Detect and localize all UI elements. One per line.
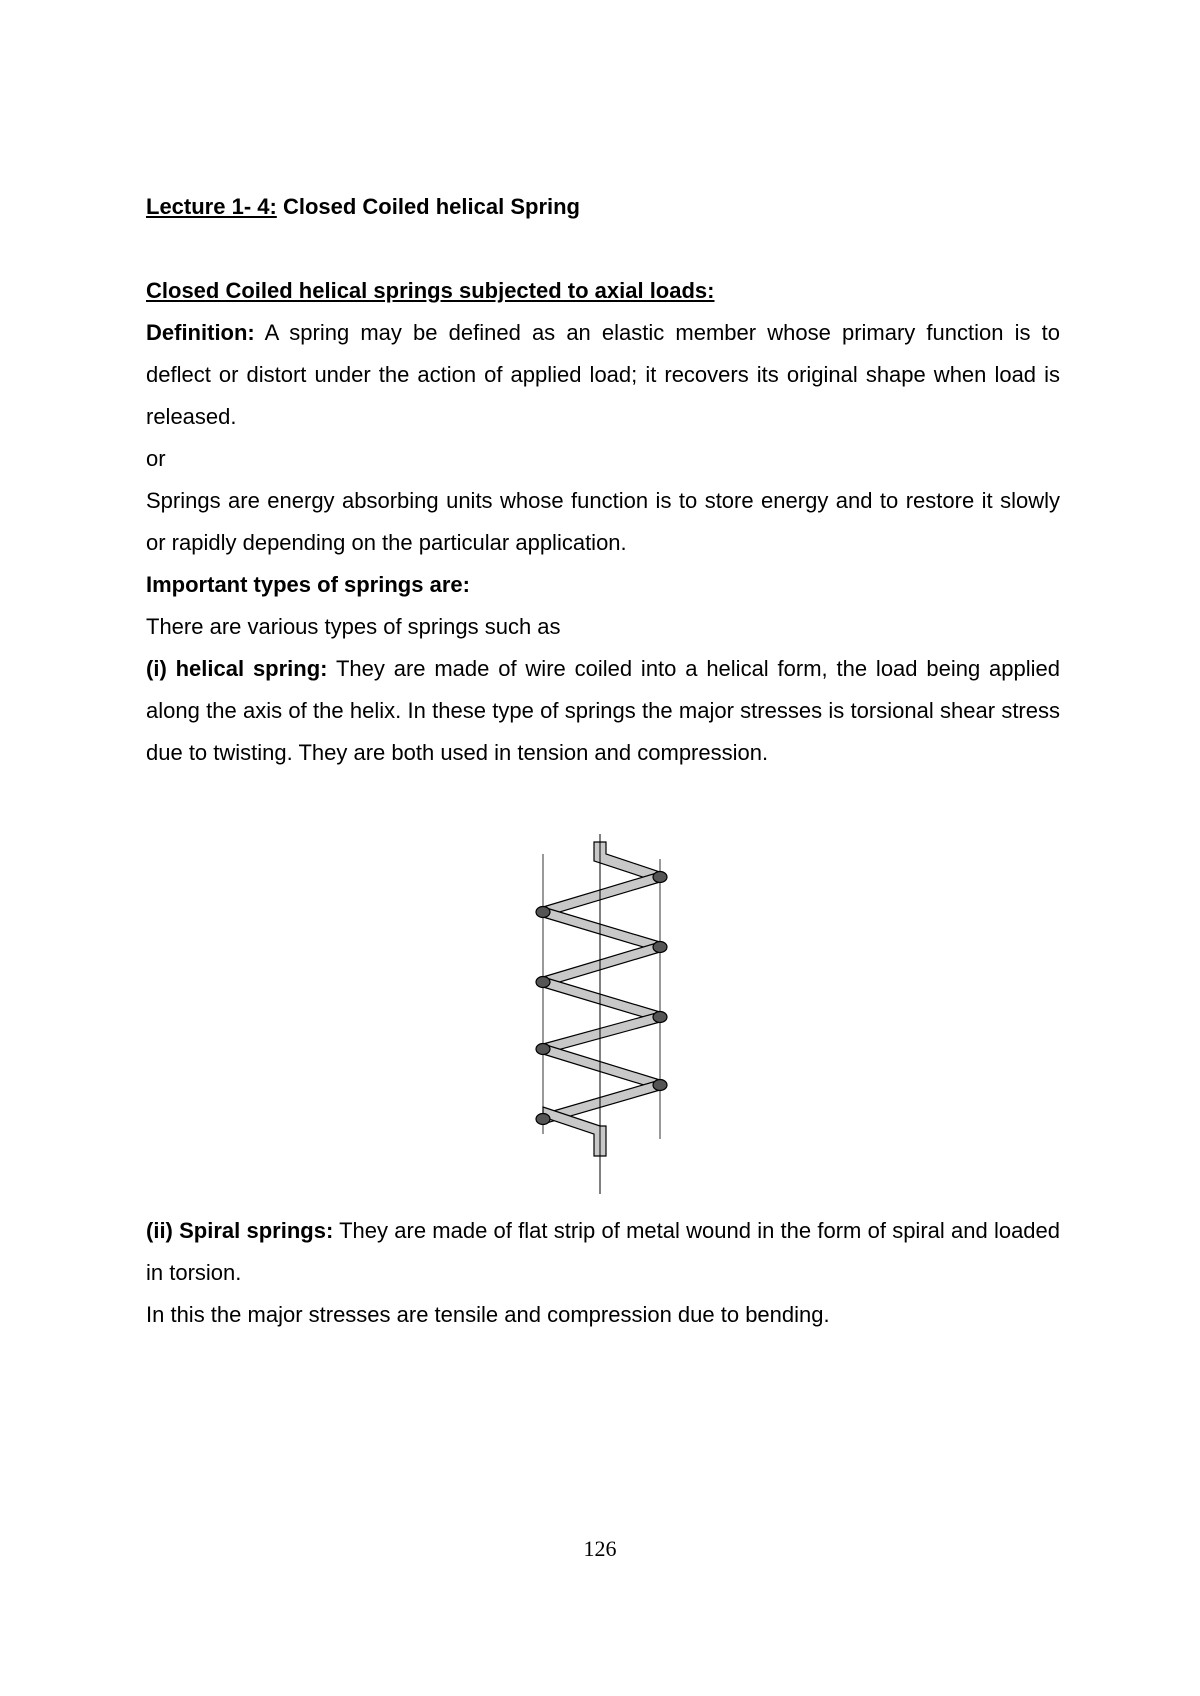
definition-text: A spring may be defined as an elastic member whose primary function is to deflect or distort under the action of applied load; it recovers its original shape when load is released. — [146, 320, 1060, 429]
coil-back-segment — [543, 977, 660, 1022]
section-heading-text: Closed Coiled helical springs subjected to axial loads: — [146, 278, 715, 303]
coil-dot-right — [653, 942, 667, 953]
definition-paragraph — [146, 312, 1060, 438]
lecture-title-text: Closed Coiled helical Spring — [276, 194, 580, 219]
coil-front-segment — [543, 872, 660, 917]
main-text-block — [146, 186, 1060, 774]
spring-coils — [543, 872, 660, 1124]
helical-paragraph — [146, 648, 1060, 774]
definition-label: Definition: — [146, 320, 255, 345]
types-intro: There are various types of springs such as — [146, 614, 561, 639]
coil-front-segment — [543, 942, 660, 987]
spiral-label: (ii) Spiral springs: — [146, 1218, 334, 1243]
lecture-label: Lecture 1- 4: — [146, 194, 277, 219]
spiral-stress-text: In this the major stresses are tensile and compression due to bending. — [146, 1302, 830, 1327]
coil-dot-right — [653, 872, 667, 883]
coil-dot-left — [536, 977, 550, 988]
coil-back-segment — [543, 1044, 660, 1090]
coil-dot-left — [536, 907, 550, 918]
coil-front-segment — [543, 1012, 660, 1054]
lecture-title — [146, 186, 1060, 228]
types-heading — [146, 564, 1060, 606]
helical-text: They are made of wire coiled into a helical form, the load being applied along the axis of the helix. In these type of springs the major stresses is torsional shear stress due to twisting. They are both used in tension and compression. — [146, 656, 1060, 765]
coil-dot-left — [536, 1044, 550, 1055]
coil-dot-right — [653, 1080, 667, 1091]
page-number: 126 — [583, 1536, 617, 1561]
helical-spring-figure — [530, 834, 680, 1204]
section-heading — [146, 270, 1060, 312]
energy-paragraph: Springs are energy absorbing units whose function is to store energy and to restore it slowly or rapidly depending on the particular application. — [146, 488, 1060, 555]
coil-dot-left — [536, 1114, 550, 1125]
coil-dot-right — [653, 1012, 667, 1023]
or-text: or — [146, 446, 166, 471]
coil-back-segment — [543, 907, 660, 952]
spiral-text: They are made of flat strip of metal wound in the form of spiral and loaded in torsion. — [146, 1218, 1061, 1285]
helical-spring-drawing — [530, 834, 680, 1204]
types-heading-text: Important types of springs are: — [146, 572, 470, 597]
spiral-paragraph — [146, 1210, 1060, 1294]
secondary-text-block — [146, 1210, 1060, 1336]
helical-label: (i) helical spring: — [146, 656, 328, 681]
